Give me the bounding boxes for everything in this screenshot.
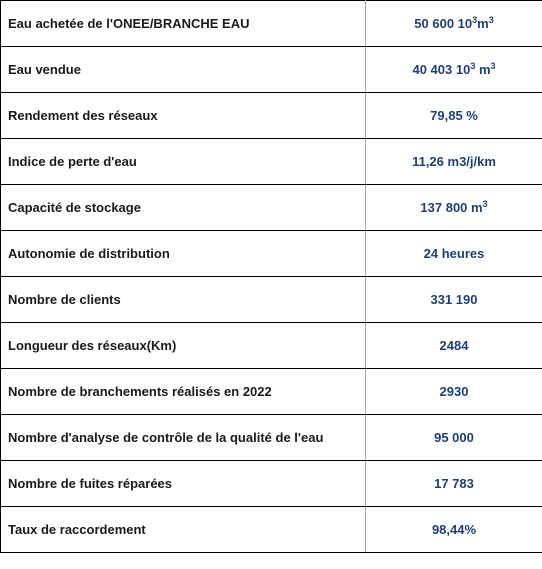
table-row — [1, 231, 542, 277]
row-value: 98,44% — [366, 507, 542, 553]
table-row — [1, 47, 542, 93]
row-label: Taux de raccordement — [1, 507, 366, 553]
table-row — [1, 369, 542, 415]
value-exponent: 3 — [472, 15, 478, 25]
table-row — [1, 1, 542, 47]
row-value — [366, 1, 542, 47]
value-text: 40 403 10 — [412, 62, 471, 77]
row-value: 11,26 m3/j/km — [366, 139, 542, 185]
row-label: Nombre d'analyse de contrôle de la qualité de l'eau — [1, 415, 366, 461]
value-unit: m — [477, 16, 489, 31]
row-label: Rendement des réseaux — [1, 93, 366, 139]
row-value: 95 000 — [366, 415, 542, 461]
row-value — [366, 47, 542, 93]
row-label: Eau achetée de l'ONEE/BRANCHE EAU — [1, 1, 366, 47]
row-value: 79,85 % — [366, 93, 542, 139]
row-label: Nombre de branchements réalisés en 2022 — [1, 369, 366, 415]
row-label: Nombre de fuites réparées — [1, 461, 366, 507]
row-value — [366, 185, 542, 231]
value-exponent: 3 — [470, 61, 476, 71]
row-value: 2484 — [366, 323, 542, 369]
row-label: Nombre de clients — [1, 277, 366, 323]
row-value: 17 783 — [366, 461, 542, 507]
unit-exponent: 3 — [488, 15, 494, 25]
value-exponent: 3 — [482, 199, 488, 209]
table-row — [1, 323, 542, 369]
unit-exponent: 3 — [490, 61, 496, 71]
row-value: 24 heures — [366, 231, 542, 277]
value-unit: m — [475, 62, 491, 77]
value-text: 137 800 m — [420, 200, 483, 215]
row-label: Capacité de stockage — [1, 185, 366, 231]
value-text: 50 600 10 — [414, 16, 473, 31]
row-label: Autonomie de distribution — [1, 231, 366, 277]
table-row — [1, 277, 542, 323]
row-value: 331 190 — [366, 277, 542, 323]
row-label: Eau vendue — [1, 47, 366, 93]
table-row — [1, 415, 542, 461]
row-label: Longueur des réseaux(Km) — [1, 323, 366, 369]
row-label: Indice de perte d'eau — [1, 139, 366, 185]
statistics-table-body — [1, 1, 542, 553]
table-row — [1, 139, 542, 185]
table-row — [1, 461, 542, 507]
table-row — [1, 93, 542, 139]
table-row — [1, 507, 542, 553]
row-value: 2930 — [366, 369, 542, 415]
table-row — [1, 185, 542, 231]
